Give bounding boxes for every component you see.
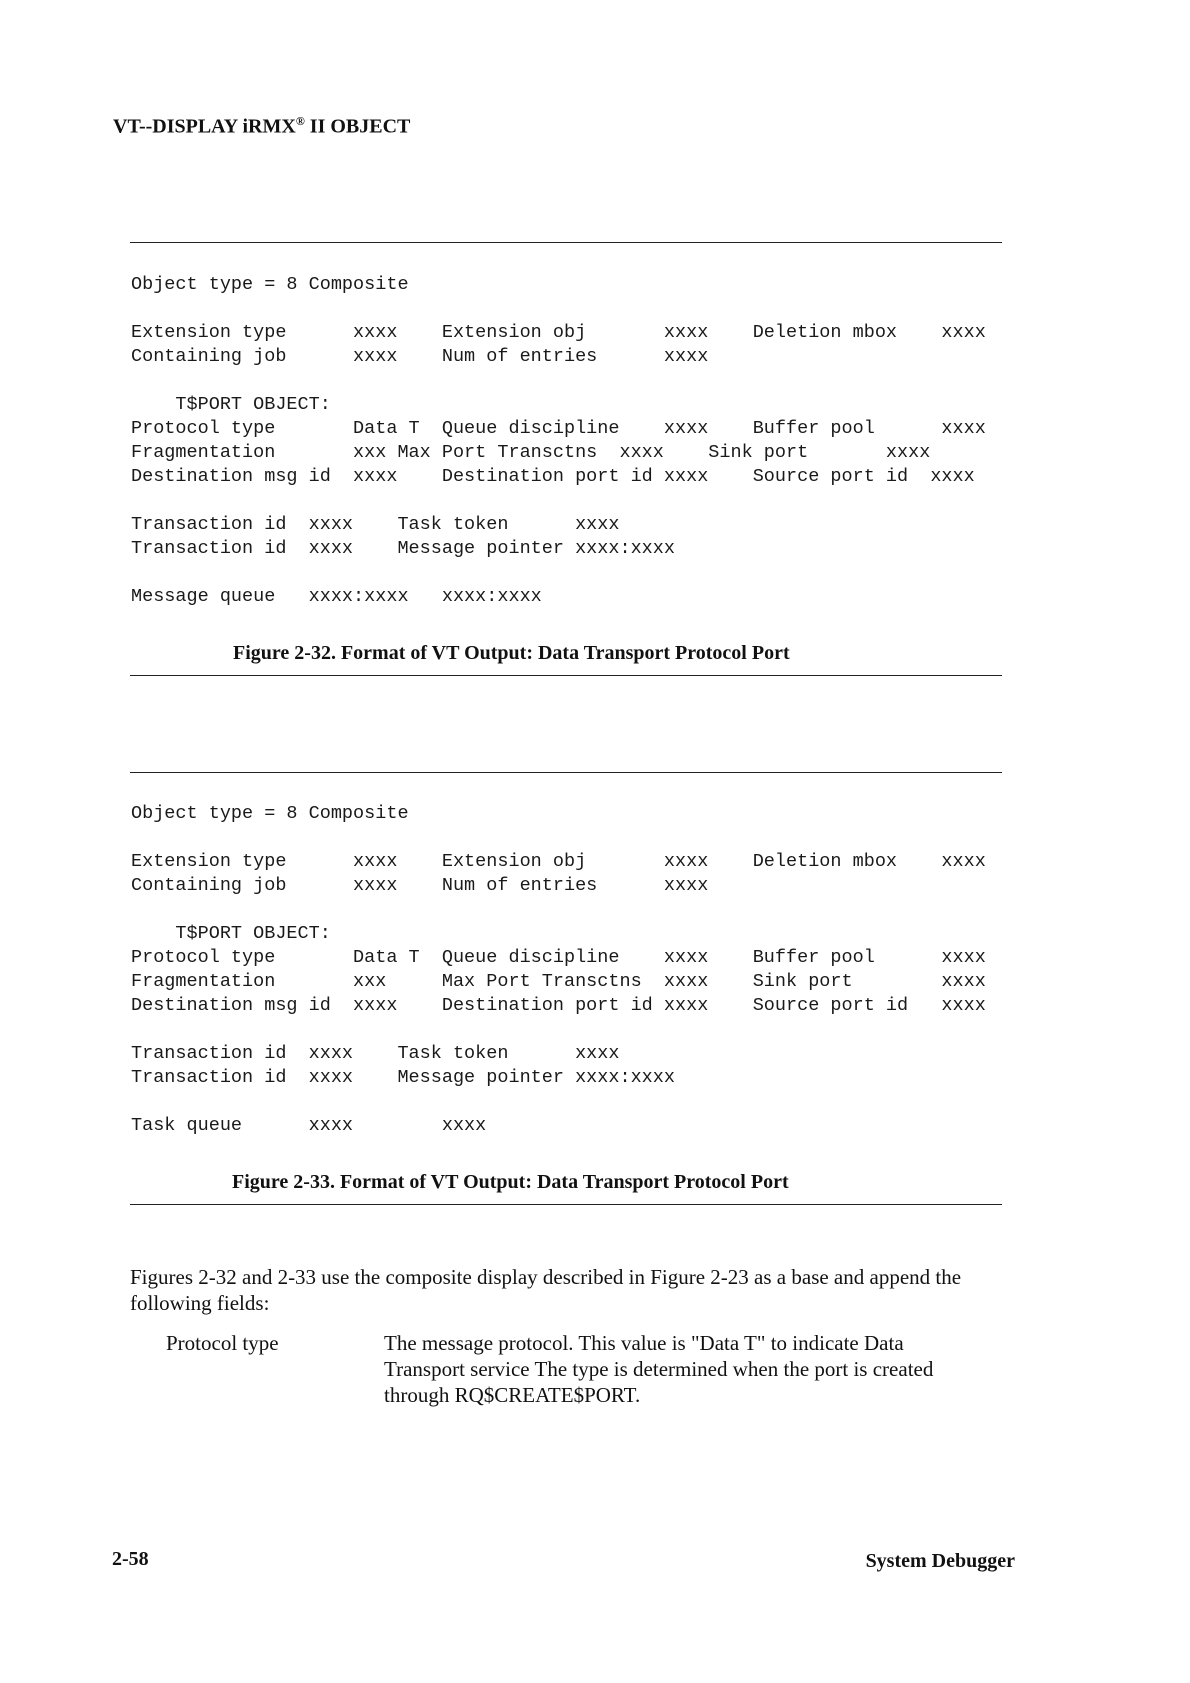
definition-text: The message protocol. This value is "Data T" to indicate Data Transport service The type is determined when the port is created through RQ$CREATE$PORT.: [384, 1331, 934, 1407]
fig32-line-object-type: Object type = 8 Composite: [131, 274, 409, 295]
figure-32-top-rule: [130, 242, 1002, 243]
fig33-line-fragmentation: Fragmentation xxx Max Port Transctns xxxx Sink port xxxx: [131, 971, 986, 992]
fig32-line-extension: Extension type xxxx Extension obj xxxx Deletion mbox xxxx: [131, 322, 986, 343]
fig32-line-tport-heading: T$PORT OBJECT:: [131, 394, 331, 415]
figure-32-caption: Figure 2-32. Format of VT Output: Data Transport Protocol Port: [233, 642, 790, 664]
fig32-line-fragmentation: Fragmentation xxx Max Port Transctns xxxx Sink port xxxx: [131, 442, 931, 463]
fig33-line-protocol: Protocol type Data T Queue discipline xxxx Buffer pool xxxx: [131, 947, 986, 968]
fig33-line-destination: Destination msg id xxxx Destination port id xxxx Source port id xxxx: [131, 995, 986, 1016]
fig33-line-containing: Containing job xxxx Num of entries xxxx: [131, 875, 709, 896]
fig33-line-object-type: Object type = 8 Composite: [131, 803, 409, 824]
figure-32-bottom-rule: [130, 675, 1002, 676]
running-head: [113, 114, 410, 139]
fig33-line-transaction-1: Transaction id xxxx Task token xxxx: [131, 1043, 620, 1064]
figure-33-bottom-rule: [130, 1204, 1002, 1205]
body-paragraph: Figures 2-32 and 2-33 use the composite display described in Figure 2-23 as a base and append the following fields:: [130, 1265, 962, 1315]
fig32-line-containing: Containing job xxxx Num of entries xxxx: [131, 346, 709, 367]
fig32-line-message-queue: Message queue xxxx:xxxx xxxx:xxxx: [131, 586, 542, 607]
figure-33-top-rule: [130, 772, 1002, 773]
fig32-line-protocol: Protocol type Data T Queue discipline xxxx Buffer pool xxxx: [131, 418, 986, 439]
running-head-text: VT--DISPLAY iRMX: [113, 115, 296, 138]
fig32-line-transaction-1: Transaction id xxxx Task token xxxx: [131, 514, 620, 535]
registered-mark: ®: [295, 114, 305, 128]
fig33-line-transaction-2: Transaction id xxxx Message pointer xxxx:xxxx: [131, 1067, 675, 1088]
fig33-line-tport-heading: T$PORT OBJECT:: [131, 923, 331, 944]
running-head-suffix: II OBJECT: [304, 115, 411, 138]
fig32-line-transaction-2: Transaction id xxxx Message pointer xxxx:xxxx: [131, 538, 675, 559]
fig33-line-extension: Extension type xxxx Extension obj xxxx Deletion mbox xxxx: [131, 851, 986, 872]
fig32-line-destination: Destination msg id xxxx Destination port id xxxx Source port id xxxx: [131, 466, 975, 487]
book-title: System Debugger: [865, 1550, 1015, 1572]
figure-33-caption: Figure 2-33. Format of VT Output: Data Transport Protocol Port: [232, 1171, 789, 1193]
page-number: 2-58: [112, 1548, 149, 1570]
definition-term: Protocol type: [166, 1331, 279, 1355]
fig33-line-task-queue: Task queue xxxx xxxx: [131, 1115, 487, 1136]
